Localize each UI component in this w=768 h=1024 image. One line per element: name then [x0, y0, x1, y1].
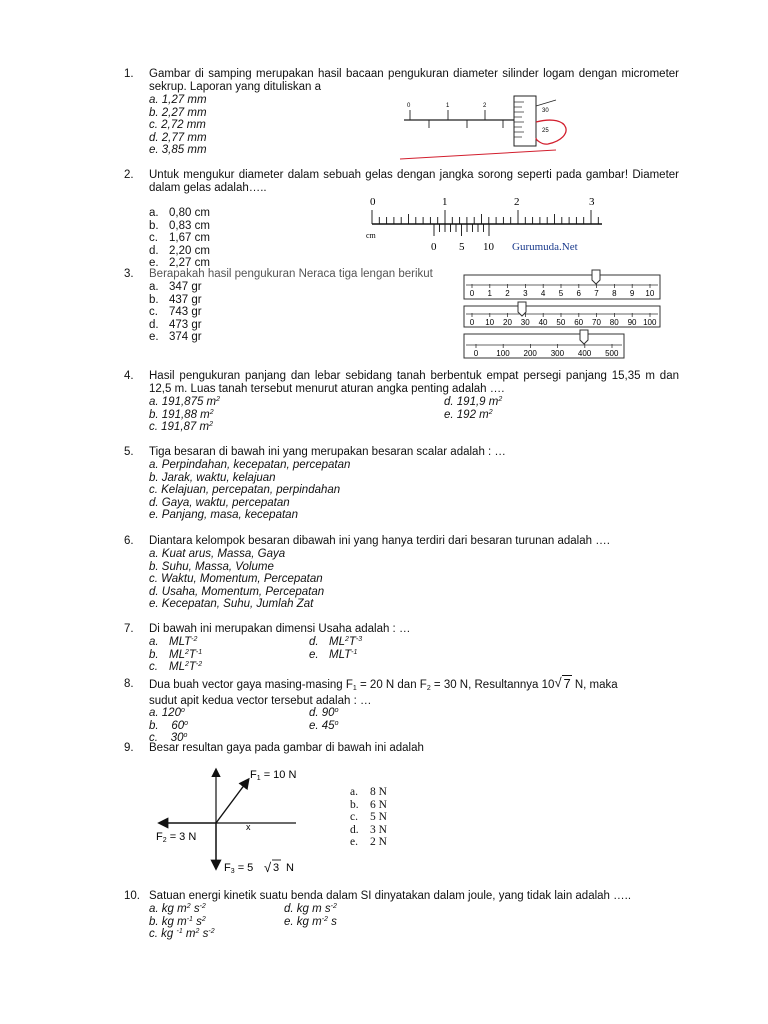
- option-a[interactable]: a. $MLT^{-2}$: [149, 636, 198, 648]
- caliper-label-2: 2: [514, 196, 520, 208]
- sqrt-symbol: √ 7: [554, 675, 571, 691]
- options-list: [149, 281, 202, 344]
- options-list: [350, 786, 387, 849]
- arm3-label: 500: [605, 349, 619, 358]
- f3-unit: N: [286, 862, 294, 874]
- question-text: Dua buah vector gaya masing-masing $F_1 = 20$ N dan $F_2 = 30$ N, Resultannya 10 √ 7 N, maka: [149, 675, 618, 692]
- option-b[interactable]: b. 437 gr: [149, 293, 202, 306]
- option-a[interactable]: a. 1,27 mm: [149, 94, 207, 106]
- option-a[interactable]: a. 120$^o$: [149, 707, 185, 719]
- rider-2: [518, 302, 526, 316]
- question-number: 10.: [124, 890, 140, 902]
- micrometer-figure: [396, 88, 586, 163]
- triple-beam-balance-figure: [462, 268, 662, 363]
- question-number: 2.: [124, 169, 134, 181]
- question-6: [124, 535, 680, 613]
- vernier-label-5: 5: [459, 241, 465, 253]
- option-a[interactable]: a. 191,875 $m^2$: [149, 396, 221, 408]
- question-number: 1.: [124, 68, 134, 80]
- arm1-label: 6: [576, 289, 581, 298]
- option-d[interactable]: d. Gaya, waktu, percepatan: [149, 496, 290, 509]
- watermark: Gurumuda.Net: [512, 241, 578, 253]
- options-right: [444, 396, 502, 421]
- arm3-label: 0: [473, 349, 479, 358]
- question-text: Hasil pengukuran panjang dan lebar sebidang tanah berbentuk empat persegi panjang 15,35 m dan 12,5 m. Luas tanah tersebut menurut aturan angka penting adalah ….: [149, 370, 679, 395]
- question-text-line2: sudut apit kedua vector tersebut adalah : …: [149, 695, 372, 707]
- arm2-label: 10: [485, 318, 495, 327]
- option-b[interactable]: b. $ML^2T^{-1}$: [149, 648, 203, 661]
- options-list: [149, 94, 207, 157]
- option-c[interactable]: c. 1,67 cm: [149, 232, 210, 244]
- arm2-label: 90: [627, 318, 637, 327]
- option-b[interactable]: b. 60$^o$: [149, 719, 189, 732]
- options-list: [149, 548, 324, 611]
- arm1-label: 0: [469, 289, 475, 298]
- option-e[interactable]: e. Kecepatan, Suhu, Jumlah Zat: [149, 598, 314, 610]
- options-left: [149, 636, 202, 674]
- arm1-label: 8: [612, 289, 617, 298]
- arm1-label: 4: [540, 289, 546, 298]
- arm2-label: 60: [574, 318, 584, 327]
- arm1-label: 10: [645, 289, 655, 298]
- option-e[interactable]: e. Panjang, masa, kecepatan: [149, 509, 298, 521]
- question-5: [124, 446, 680, 524]
- question-text: Tiga besaran di bawah ini yang merupakan besaran scalar adalah : …: [149, 446, 506, 458]
- question-number: 8.: [124, 678, 134, 690]
- rider-1: [592, 270, 600, 284]
- arm1-label: 7: [594, 289, 599, 298]
- arm2-label: 70: [592, 318, 601, 327]
- question-text: Satuan energi kinetik suatu benda dalam SI dinyatakan dalam joule, yang tidak lain adalah …..: [149, 890, 632, 902]
- f3-sqrt-symbol: √: [264, 860, 272, 875]
- option-e[interactable]: e. 192 $m^2$: [444, 408, 493, 421]
- question-text: Besar resultan gaya pada gambar di bawah ini adalah: [149, 742, 424, 754]
- option-d[interactable]: d. 191,9 $m^2$: [444, 396, 503, 408]
- option-b[interactable]: b. 0,83 cm: [149, 219, 210, 232]
- option-a[interactable]: a. Kuat arus, Massa, Gaya: [149, 548, 286, 560]
- caliper-unit: cm: [366, 231, 376, 240]
- option-a[interactable]: a. 347 gr: [149, 281, 202, 293]
- micrometer-label-2: 2: [483, 103, 487, 109]
- micrometer-label-0: 0: [407, 103, 411, 109]
- arm1-label: 9: [629, 289, 635, 298]
- option-d[interactable]: d. 3 N: [350, 823, 387, 836]
- option-c[interactable]: c. 743 gr: [149, 306, 202, 318]
- option-c[interactable]: c. 2,72 mm: [149, 119, 206, 131]
- question-text: Untuk mengukur diameter dalam sebuah gelas dengan jangka sorong seperti pada gambar! Diameter dalam gelas adalah…..: [149, 169, 679, 194]
- option-b[interactable]: b. 2,27 mm: [149, 106, 207, 119]
- option-a[interactable]: a. 8 N: [350, 786, 387, 798]
- question-9: [124, 742, 680, 762]
- arm2-label: 20: [503, 318, 512, 327]
- arm3-label: 300: [550, 349, 565, 358]
- caliper-figure: [362, 194, 612, 254]
- question-number: 5.: [124, 446, 134, 458]
- option-e[interactable]: e. 374 gr: [149, 331, 202, 343]
- options-left: [149, 903, 215, 941]
- options-right: [309, 707, 338, 732]
- option-d[interactable]: d. $ML^2T^{-3}$: [309, 636, 363, 648]
- options-list: [149, 207, 210, 270]
- rider-3: [580, 330, 588, 344]
- question-number: 7.: [124, 623, 134, 635]
- red-underline: [400, 150, 556, 159]
- option-d[interactable]: d. Usaha, Momentum, Percepatan: [149, 585, 325, 598]
- question-text: Di bawah ini merupakan dimensi Usaha adalah : …: [149, 623, 411, 635]
- force-diagram: [150, 762, 320, 880]
- options-left: [149, 396, 220, 434]
- option-e[interactable]: e. 2,27 cm: [149, 257, 210, 269]
- arm1-label: 5: [558, 289, 564, 298]
- vernier-label-0: 0: [431, 241, 437, 253]
- f1-label: F1 = 10 N: [250, 769, 297, 782]
- option-e[interactable]: e. 3,85 mm: [149, 144, 207, 156]
- option-c[interactable]: c. Kelajuan, percepatan, perpindahan: [149, 484, 341, 496]
- arm2-label: 40: [538, 318, 548, 327]
- question-8: [124, 675, 680, 744]
- arm2-label: 50: [556, 318, 566, 327]
- micrometer-label-1: 1: [446, 103, 450, 109]
- question-text: Berapakah hasil pengukuran Neraca tiga lengan berikut: [149, 268, 433, 280]
- question-number: 4.: [124, 370, 134, 382]
- option-c[interactable]: c. Waktu, Momentum, Percepatan: [149, 573, 323, 585]
- option-b[interactable]: b. Jarak, waktu, kelajuan: [149, 471, 276, 484]
- caliper-label-1: 1: [442, 196, 448, 208]
- arm2-label: 30: [520, 318, 530, 327]
- option-c[interactable]: c. 30$^o$: [149, 732, 188, 744]
- option-d[interactable]: d. 473 gr: [149, 318, 202, 331]
- vector-f1: [216, 780, 248, 823]
- arm3-label: 100: [496, 349, 510, 358]
- balance-arm-3: [464, 334, 624, 358]
- f2-label: F2 = 3 N: [156, 831, 197, 844]
- question-number: 6.: [124, 535, 134, 547]
- thimble-label-30: 30: [542, 108, 549, 114]
- option-d[interactable]: d. 90$^o$: [309, 707, 339, 719]
- options-left: [149, 707, 188, 745]
- vernier-label-10: 10: [483, 241, 494, 253]
- option-e[interactable]: e. 2 N: [350, 836, 387, 848]
- option-a[interactable]: a. Perpindahan, kecepatan, percepatan: [149, 459, 351, 471]
- f3-root: 3: [273, 862, 280, 874]
- option-c[interactable]: c. 5 N: [350, 811, 387, 823]
- f3-label: F3 = 5: [224, 862, 254, 875]
- question-7: [124, 623, 680, 673]
- caliper-label-3: 3: [589, 196, 595, 208]
- arm1-label: 3: [523, 289, 528, 298]
- question-number: 3.: [124, 268, 134, 280]
- arm1-label: 2: [505, 289, 510, 298]
- question-text: Gambar di samping merupakan hasil bacaan pengukuran diameter silinder logam dengan micrometer sekrup. Laporan yang dituliskan a: [149, 68, 679, 93]
- option-b[interactable]: b. Suhu, Massa, Volume: [149, 560, 274, 573]
- option-b[interactable]: b. 191,88 $m^2$: [149, 408, 214, 421]
- arm3-label: 200: [523, 349, 537, 358]
- option-d[interactable]: d. kg m $s^{-2}$: [284, 903, 337, 915]
- option-b[interactable]: b. 6 N: [350, 798, 387, 811]
- arm2-label: 80: [609, 318, 619, 327]
- option-e[interactable]: e. $MLT^{-1}$: [309, 648, 358, 661]
- arm2-label: 100: [643, 318, 657, 327]
- question-text: Diantara kelompok besaran dibawah ini yang hanya terdiri dari besaran turunan adalah ….: [149, 535, 610, 547]
- option-a[interactable]: a. 0,80 cm: [149, 207, 210, 219]
- thimble-label-25: 25: [542, 128, 549, 134]
- question-10: [124, 890, 680, 940]
- option-b[interactable]: b. kg $m^{-1}$ $s^2$: [149, 915, 206, 928]
- option-c[interactable]: c. $ML^2T^{-2}$: [149, 661, 203, 673]
- option-e[interactable]: e. 45$^o$: [309, 719, 339, 732]
- question-number: 9.: [124, 742, 134, 754]
- option-e[interactable]: e. kg $m^{-2}$ s: [284, 915, 337, 928]
- red-pointer: [536, 120, 566, 144]
- option-c[interactable]: c. kg $^{-1}$ $m^2$ $s^{-2}$: [149, 928, 215, 940]
- option-d[interactable]: d. 2,77 mm: [149, 131, 207, 144]
- caliper-label-0: 0: [370, 196, 376, 208]
- options-list: [149, 459, 350, 522]
- axis-x-label: x: [246, 822, 251, 832]
- question-4: [124, 370, 680, 432]
- option-d[interactable]: d. 2,20 cm: [149, 244, 210, 257]
- option-c[interactable]: c. 191,87 $m^2$: [149, 421, 213, 433]
- options-right: [309, 636, 362, 661]
- options-right: [284, 903, 337, 928]
- option-a[interactable]: a. kg $m^2$ $s^{-2}$: [149, 903, 206, 915]
- arm1-label: 1: [487, 289, 492, 298]
- arm3-label: 400: [577, 349, 592, 358]
- arm2-label: 0: [469, 318, 475, 327]
- thimble: [514, 96, 536, 146]
